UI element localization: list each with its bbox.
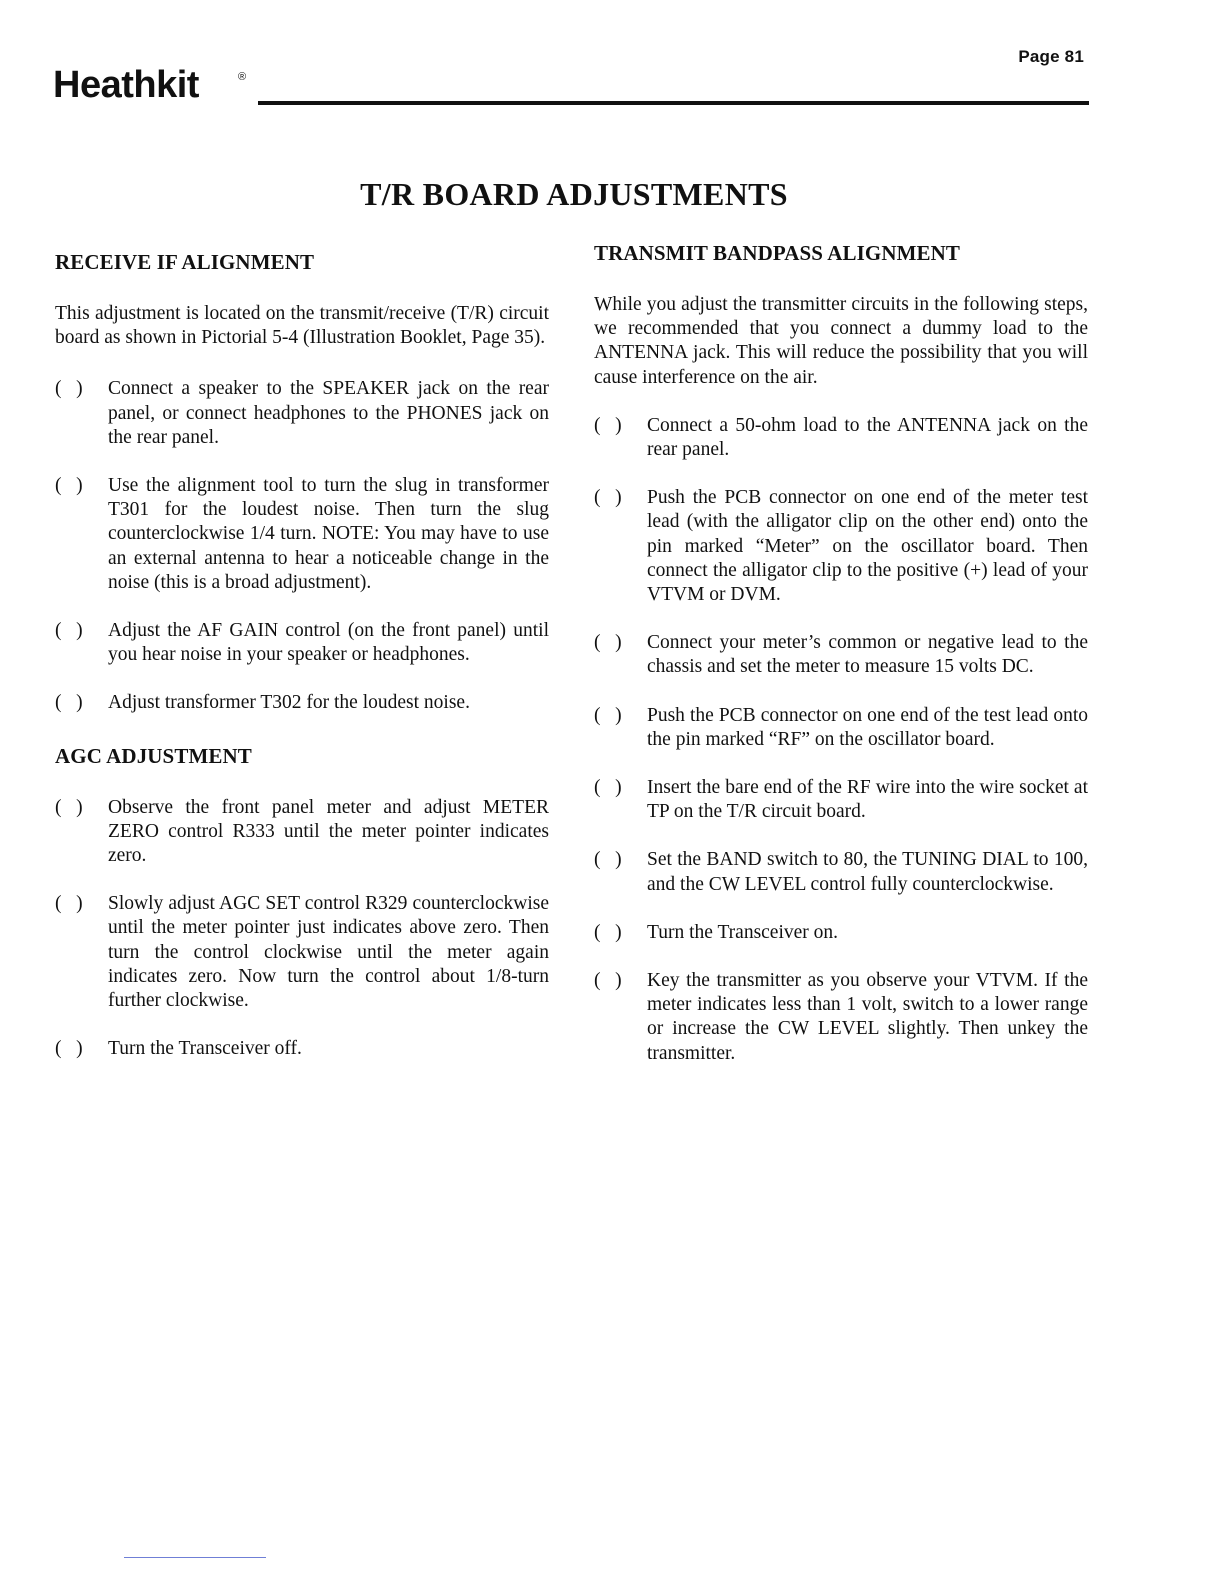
step-item [594,969,1088,1066]
step-item [594,776,1088,824]
checkbox-marker[interactable]: ( ) [594,970,622,992]
step-text: Set the BAND switch to 80, the TUNING DIAL to 100, and the CW LEVEL control fully counterclockwise. [647,849,1088,895]
step-item [55,796,549,869]
brand-logo: Heathkit [53,64,199,106]
checkbox-marker[interactable]: ( ) [55,692,83,714]
registered-mark: ® [238,71,247,83]
step-text: Push the PCB connector on one end of the test lead onto the pin marked “RF” on the oscillator board. [647,704,1088,750]
step-text: Connect your meter’s common or negative lead to the chassis and set the meter to measure 15 volts DC. [647,632,1088,678]
step-item [594,848,1088,896]
step-text: Connect a 50-ohm load to the ANTENNA jack on the rear panel. [647,414,1088,461]
step-text: Connect a speaker to the SPEAKER jack on the rear panel, or connect headphones to the PHONES jack on the rear panel. [108,378,549,448]
checkbox-marker[interactable]: ( ) [594,414,622,436]
transmit-bandpass-heading: TRANSMIT BANDPASS ALIGNMENT [594,241,960,265]
step-text: Observe the front panel meter and adjust METER ZERO control R333 until the meter pointer indicates zero. [108,796,549,867]
step-item [55,892,549,1013]
step-text: Use the alignment tool to turn the slug in transformer T301 for the loudest noise. Then turn the slug counterclockwise 1/4 turn. NOTE: You may have to use an external antenna to hear a noticeable change in the noise (this is a broad adjustment). [108,475,549,593]
transmit-intro: While you adjust the transmitter circuits in the following steps, we recommended that you connect a dummy load to the ANTENNA jack. This will reduce the possibility that you will cause interference on the air. [594,294,1088,388]
step-text: Slowly adjust AGC SET control R329 counterclockwise until the meter pointer just indicates above zero. Then turn the control clockwise until the meter again indicates zero. Now turn the control about 1/8-turn further clockwise. [108,893,549,1012]
receive-intro: This adjustment is located on the transmit/receive (T/R) circuit board as shown in Pictorial 5-4 (Illustration Booklet, Page 35). [55,303,549,349]
step-item [55,619,549,667]
step-text: Key the transmitter as you observe your VTVM. If the meter indicates less than 1 volt, switch to a lower range or increase the CW LEVEL slightly. Then unkey the transmitter. [647,970,1088,1064]
step-text: Turn the Transceiver on. [647,921,839,943]
checkbox-marker[interactable]: ( ) [594,921,622,943]
checkbox-marker[interactable]: ( ) [55,378,83,400]
checkbox-marker[interactable]: ( ) [594,487,622,509]
checkbox-marker[interactable]: ( ) [55,475,83,497]
step-item [594,704,1088,752]
step-item [55,691,549,715]
agc-adjustment-heading: AGC ADJUSTMENT [55,743,252,768]
step-item [55,1037,549,1061]
left-column [55,248,549,1061]
step-item [594,486,1088,607]
step-item [594,414,1088,462]
checkbox-marker[interactable]: ( ) [594,849,622,871]
checkbox-marker[interactable]: ( ) [55,893,83,915]
page-title: T/R BOARD ADJUSTMENTS [360,176,788,212]
page-number: Page 81 [1018,47,1084,66]
header-rule [258,101,1089,105]
checkbox-marker[interactable]: ( ) [55,1038,83,1060]
receive-if-heading: RECEIVE IF ALIGNMENT [55,250,315,274]
step-text: Turn the Transceiver off. [108,1038,302,1060]
footer-rule [124,1557,266,1558]
step-item [594,631,1088,679]
right-column [594,239,1088,1066]
checkbox-marker[interactable]: ( ) [594,632,622,654]
checkbox-marker[interactable]: ( ) [594,704,622,726]
checkbox-marker[interactable]: ( ) [55,620,83,642]
step-text: Adjust transformer T302 for the loudest noise. [108,692,470,714]
checkbox-marker[interactable]: ( ) [594,777,622,799]
step-item [55,377,549,450]
step-item [55,474,549,595]
step-text: Insert the bare end of the RF wire into the wire socket at TP on the T/R circuit board. [647,777,1088,823]
step-text: Adjust the AF GAIN control (on the front panel) until you hear noise in your speaker or headphones. [108,620,549,666]
checkbox-marker[interactable]: ( ) [55,796,83,818]
step-text: Push the PCB connector on one end of the meter test lead (with the alligator clip on the other end) onto the pin marked “Meter” on the oscillator board. Then connect the alligator clip to the positive (+) lead of your VTVM or DVM. [647,487,1088,606]
step-item [594,921,1088,945]
